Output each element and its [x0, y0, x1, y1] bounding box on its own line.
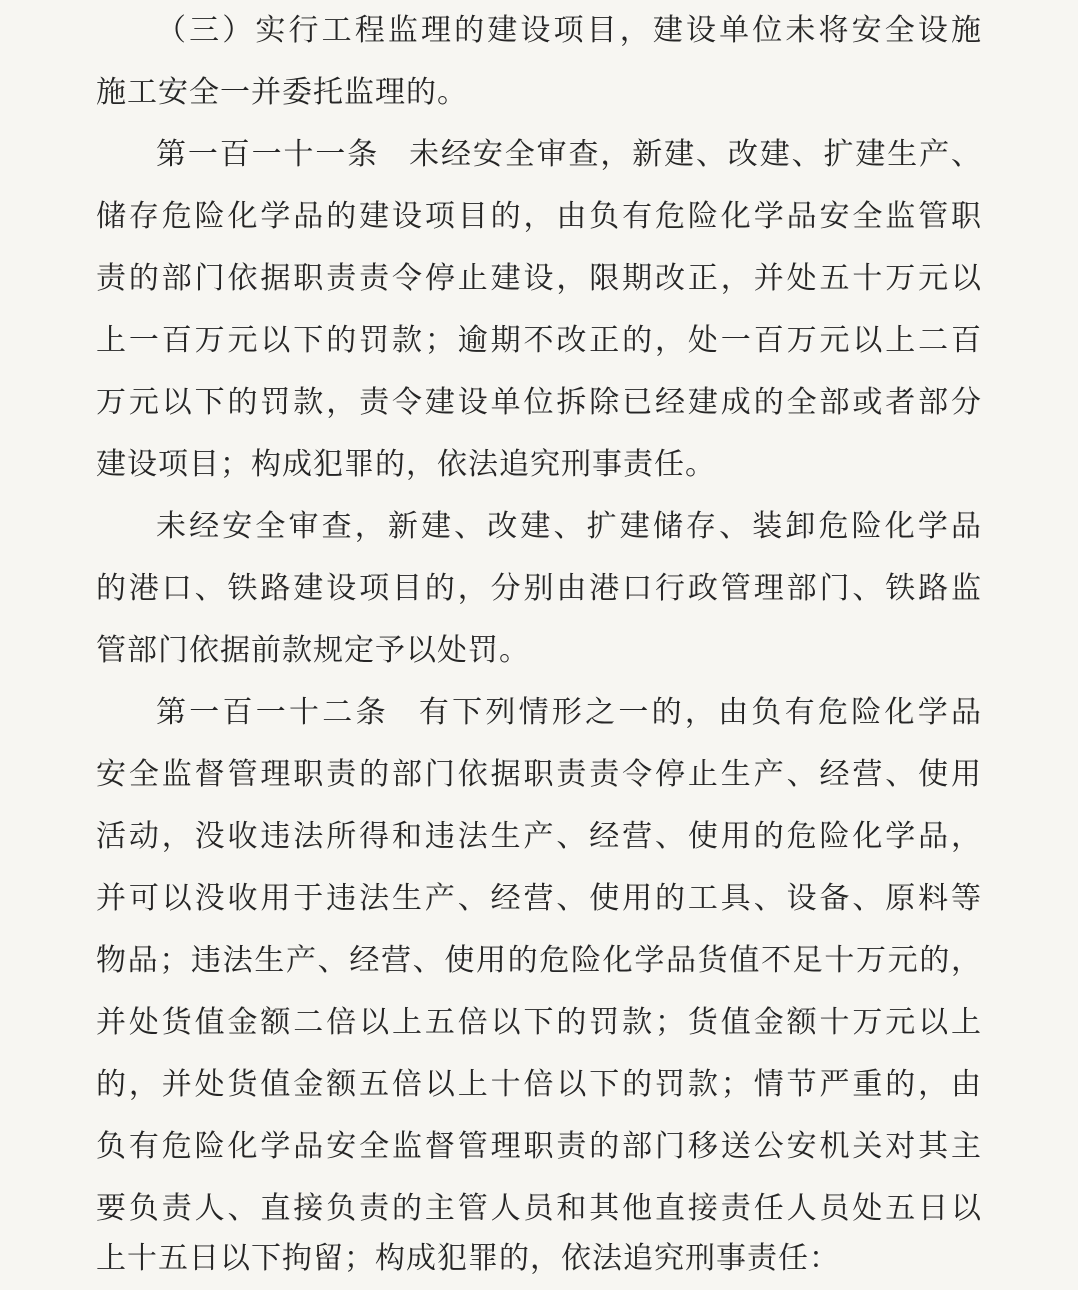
article-112-line-6: 并处货值金额二倍以上五倍以下的罚款；货值金额十万元以上 [96, 1005, 982, 1040]
article-111-line-4: 上一百万元以下的罚款；逾期不改正的，处一百万元以上二百 [96, 323, 982, 358]
article-112-line-5: 物品；违法生产、经营、使用的危险化学品货值不足十万元的， [96, 943, 982, 978]
article-112-line-10: 上十五日以下拘留；构成犯罪的，依法追究刑事责任： [96, 1241, 840, 1276]
article-112-line-9: 要负责人、直接负责的主管人员和其他直接责任人员处五日以 [96, 1191, 982, 1226]
article-112-number: 第一百一十二条 [156, 695, 389, 730]
item-3-line-2: 施工安全一并委托监理的。 [96, 75, 468, 110]
article-111-line-2: 储存危险化学品的建设项目的，由负有危险化学品安全监管职 [96, 199, 982, 234]
article-111-line-1: 未经安全审查，新建、改建、扩建生产、 [409, 137, 982, 172]
article-111-line-3: 责的部门依据职责责令停止建设，限期改正，并处五十万元以 [96, 261, 982, 296]
article-111-first-line [156, 124, 982, 186]
article-111-para-2-line-3: 管部门依据前款规定予以处罚。 [96, 633, 530, 668]
article-112-line-8: 负有危险化学品安全监督管理职责的部门移送公安机关对其主 [96, 1129, 982, 1164]
article-112-first-line [156, 682, 982, 744]
article-112-line-7: 的，并处货值金额五倍以上十倍以下的罚款；情节严重的，由 [96, 1067, 982, 1102]
article-111-line-5: 万元以下的罚款，责令建设单位拆除已经建成的全部或者部分 [96, 385, 982, 420]
article-112-line-4: 并可以没收用于违法生产、经营、使用的工具、设备、原料等 [96, 881, 982, 916]
item-3-line-1: （三）实行工程监理的建设项目，建设单位未将安全设施 [156, 13, 982, 48]
article-111-para-2-line-2: 的港口、铁路建设项目的，分别由港口行政管理部门、铁路监 [96, 571, 982, 606]
article-112-line-2: 安全监督管理职责的部门依据职责责令停止生产、经营、使用 [96, 757, 982, 792]
article-111-para-2-line-1: 未经安全审查，新建、改建、扩建储存、装卸危险化学品 [156, 509, 982, 544]
article-111-number: 第一百一十一条 [156, 137, 380, 172]
article-112-line-3: 活动，没收违法所得和违法生产、经营、使用的危险化学品， [96, 819, 982, 854]
article-111-line-6: 建设项目；构成犯罪的，依法追究刑事责任。 [96, 447, 716, 482]
article-112-line-1: 有下列情形之一的，由负有危险化学品 [418, 695, 982, 730]
